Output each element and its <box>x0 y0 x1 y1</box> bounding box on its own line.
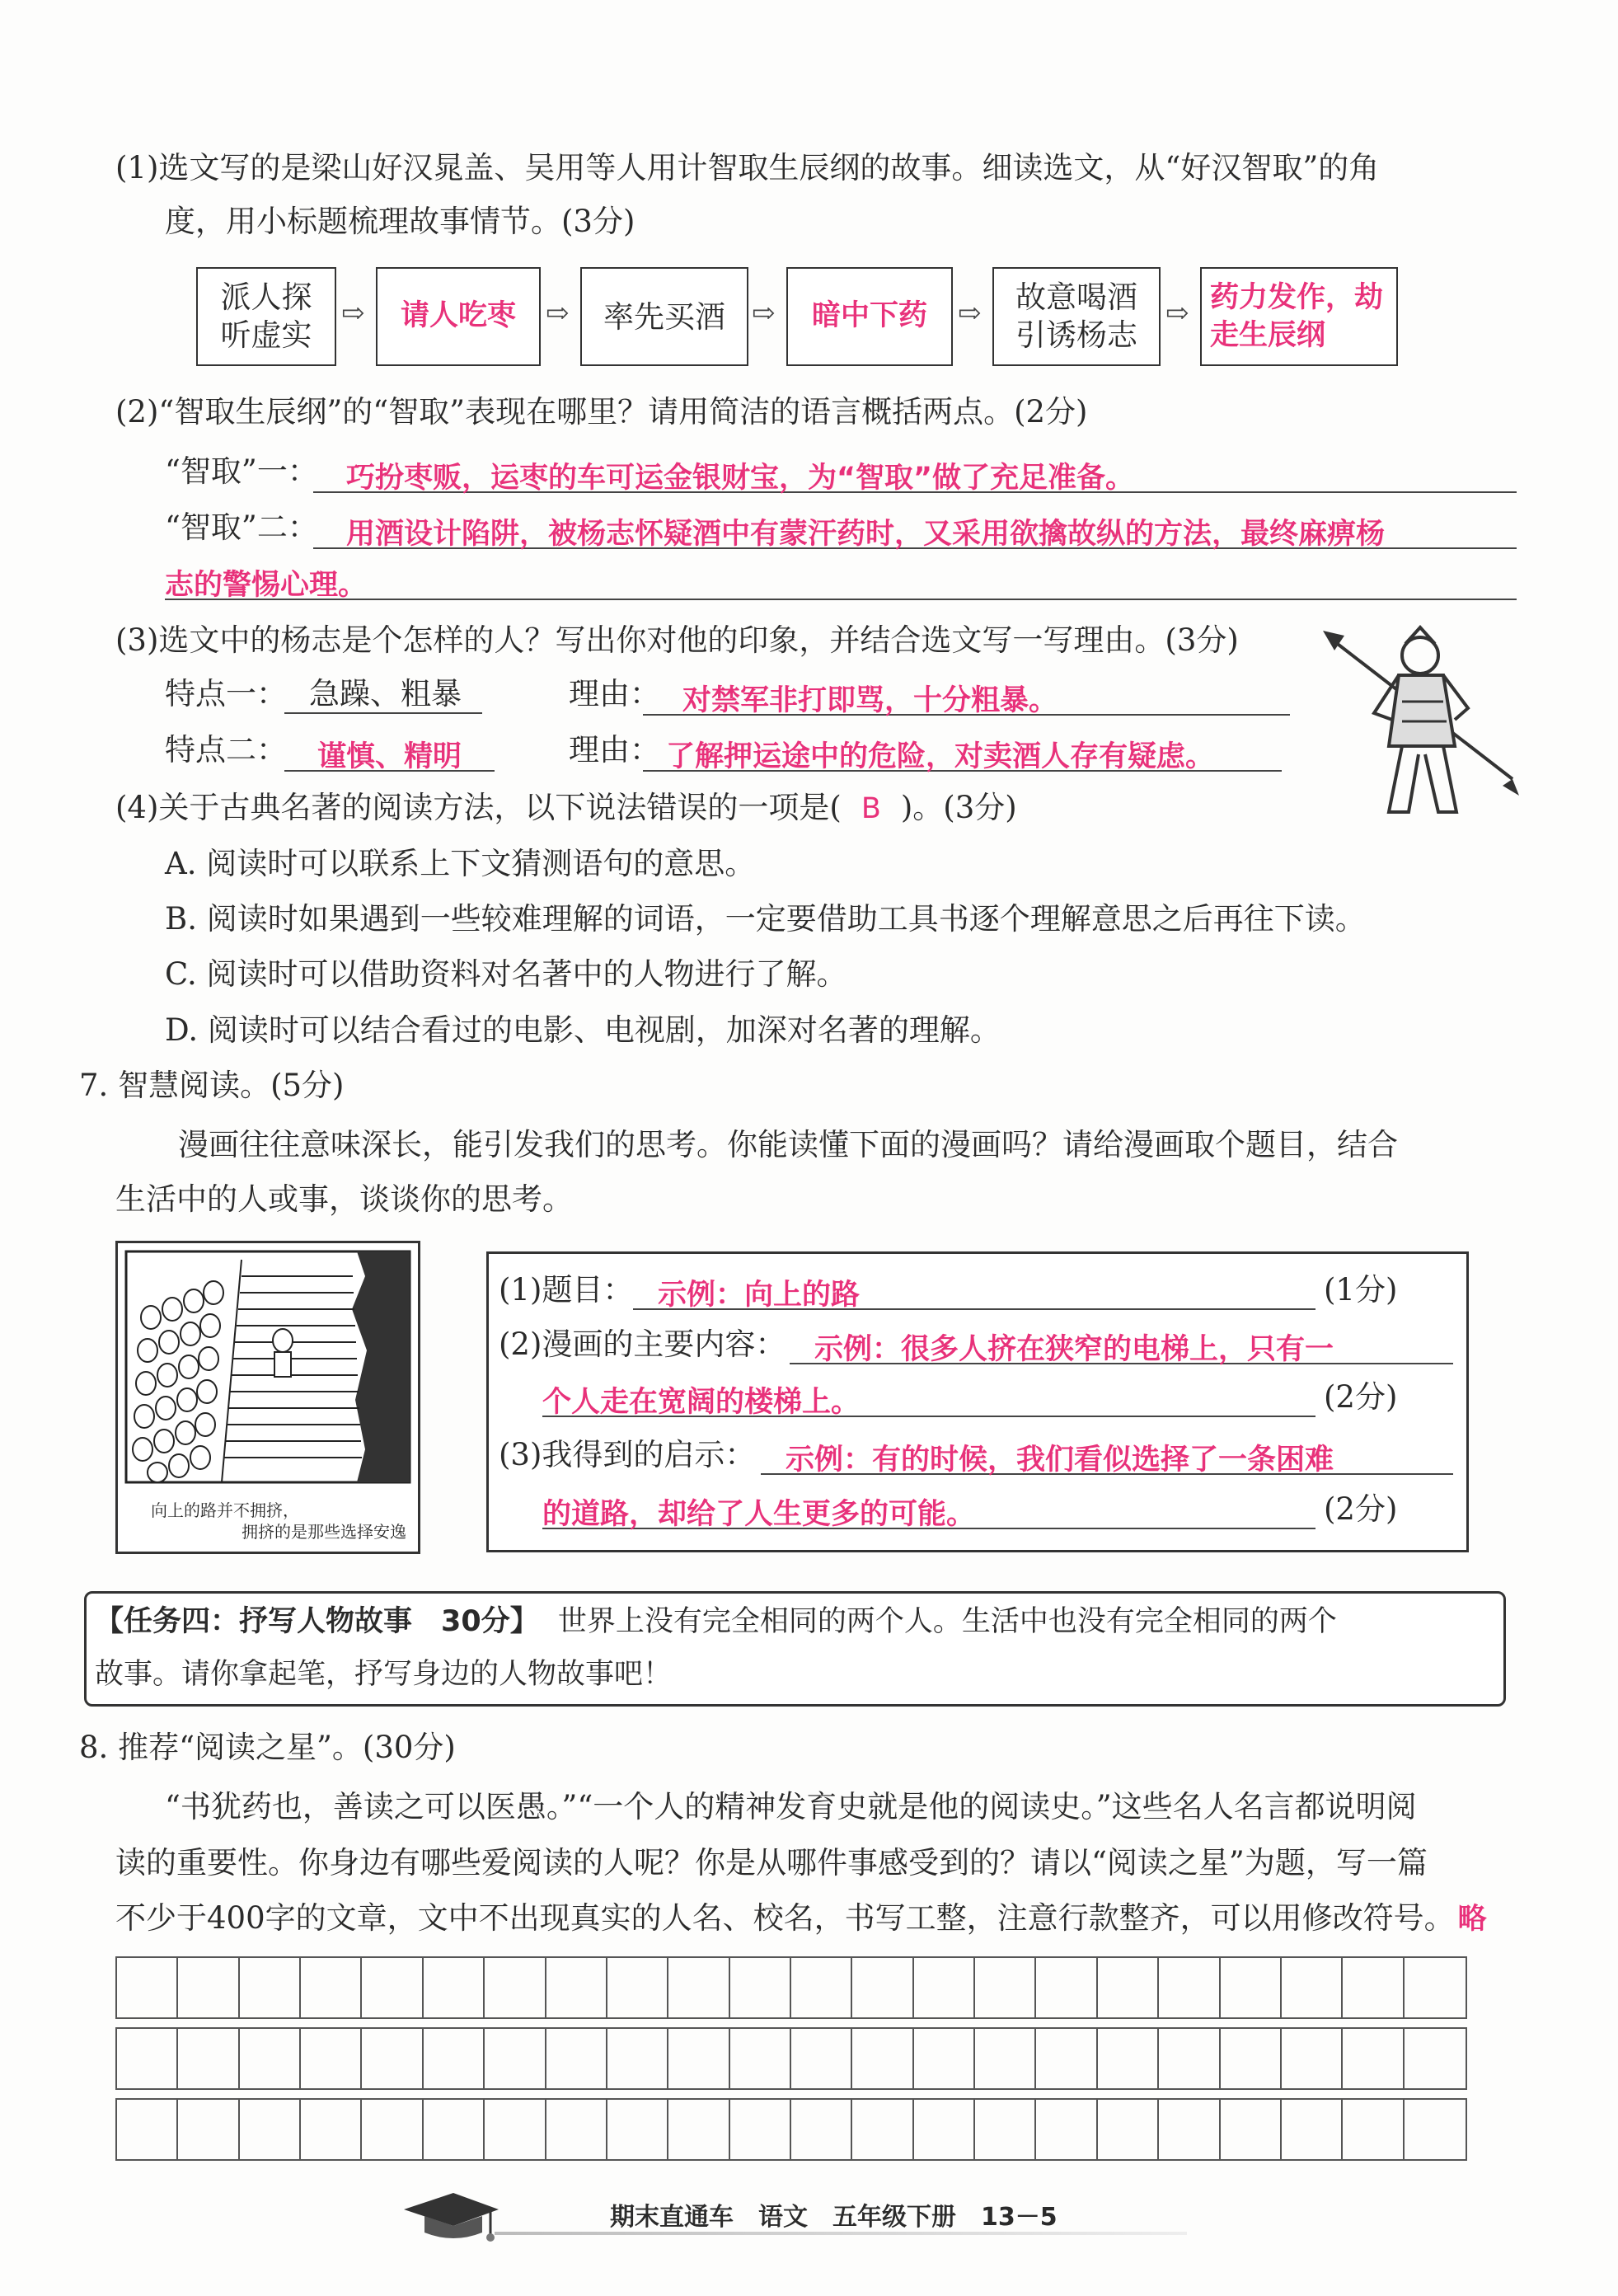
q7-s2-answer-b: 个人走在宽阔的楼梯上。 <box>542 1386 861 1419</box>
q8-para-line3 <box>115 1900 1487 1937</box>
q7-s1-label: (1)题目： <box>499 1272 634 1308</box>
q3-prompt: (3)选文中的杨志是个怎样的人？写出你对他的印象，并结合选文写一写理由。(3分) <box>115 622 1239 658</box>
q7-s1-answer: 示例：向上的路 <box>658 1279 861 1312</box>
flow-box-5 <box>992 267 1161 366</box>
q7-s1-line <box>633 1272 1316 1310</box>
q3-reason2: 了解押运途中的危险，对卖酒人存有疑虑。 <box>666 740 1215 773</box>
q3-trait2-line <box>284 734 495 772</box>
cartoon-caption-1: 向上的路并不拥挤， <box>151 1500 299 1520</box>
flow-box-6 <box>1200 267 1398 366</box>
task4-text1: 世界上没有完全相同的两个人。生活中也没有完全相同的两个 <box>557 1605 1337 1638</box>
flow-box-2-answer: 请人吃枣 <box>400 299 516 332</box>
q7-s2-label: (2)漫画的主要内容： <box>499 1326 786 1362</box>
q2-answer1: 巧扮枣贩，运枣的车可运金银财宝，为“智取”做了充足准备。 <box>346 462 1135 495</box>
task4-line1 <box>95 1603 1337 1640</box>
q7-title: 7. 智慧阅读。(5分) <box>79 1068 345 1103</box>
q2-answer2-line <box>313 511 1517 549</box>
q3-trait2: 谨慎、精明 <box>317 740 462 773</box>
cartoon-caption-2: 拥挤的是那些选择安逸 <box>242 1522 406 1542</box>
q8-para-line3-text: 不少于400字的文章，文中不出现真实的人名、校名，书写工整，注意行款整齐，可以用修改符号。 <box>115 1900 1455 1936</box>
q3-reason2-line <box>643 734 1282 772</box>
flow-box-6-answer-line1: 药力发作，劫 <box>1210 281 1384 314</box>
cartoon-image <box>118 1243 418 1491</box>
arrow-right-icon: ⇨ <box>1165 297 1189 330</box>
q8-para-line1: “书犹药也，善读之可以医愚。”“一个人的精神发育史就是他的阅读史。”这些名人名言都说明阅 <box>165 1789 1417 1824</box>
q4-prompt-a: (4)关于古典名著的阅读方法，以下说法错误的一项是( <box>115 790 842 825</box>
arrow-right-icon: ⇨ <box>546 297 570 330</box>
q7-answer-box <box>486 1251 1469 1552</box>
q4-prompt-b: )。(3分) <box>900 790 1017 825</box>
q1-prompt-line2: 度，用小标题梳理故事情节。(3分) <box>165 204 635 239</box>
q7-s3-line-b <box>542 1491 1316 1529</box>
flow-box-3-line1: 率先买酒 <box>603 299 725 335</box>
flow-box-1-line1: 派人探 <box>220 279 312 315</box>
q2-label1: “智取”一： <box>165 453 318 489</box>
q3-reason1-line <box>643 678 1290 716</box>
q4-answer: B <box>861 792 881 825</box>
flow-box-4-answer: 暗中下药 <box>811 299 927 332</box>
q3-trait1-label: 特点一： <box>165 676 287 711</box>
q4-option-a: A. 阅读时可以联系上下文猜测语句的意思。 <box>165 846 756 881</box>
footer-text: 期末直通车 语文 五年级下册 13－5 <box>610 2203 1058 2232</box>
q1-prompt-line1: (1)选文写的是梁山好汉晁盖、吴用等人用计智取生辰纲的故事。细读选文，从“好汉智取”的角 <box>115 150 1380 185</box>
q3-trait1: 急躁、粗暴 <box>284 676 482 714</box>
q7-s1-score: (1分) <box>1324 1272 1398 1308</box>
q3-reason2-label: 理由： <box>569 732 660 768</box>
q3-reason1: 对禁军非打即骂，十分粗暴。 <box>682 684 1058 717</box>
arrow-right-icon: ⇨ <box>958 297 982 330</box>
flow-box-5-line1: 故意喝酒 <box>1015 279 1137 315</box>
writing-grid-row-3[interactable] <box>115 2098 1467 2161</box>
q7-s3-label: (3)我得到的启示： <box>499 1437 756 1472</box>
writing-grid-row-2[interactable] <box>115 2027 1467 2090</box>
q2-prompt: (2)“智取生辰纲”的“智取”表现在哪里？请用简洁的语言概括两点。(2分) <box>115 394 1088 430</box>
q2-answer1-line <box>313 455 1517 493</box>
task4-text2: 故事。请你拿起笔，抒写身边的人物故事吧！ <box>95 1658 673 1691</box>
q7-s3-answer-a: 示例：有的时候，我们看似选择了一条困难 <box>786 1444 1334 1477</box>
arrow-right-icon: ⇨ <box>341 297 365 330</box>
flow-box-1-line2: 听虚实 <box>220 317 312 353</box>
q1-flowchart <box>196 264 1433 371</box>
q4-prompt <box>115 790 1017 827</box>
q7-s3-line-a <box>761 1437 1453 1475</box>
task4-box <box>84 1591 1506 1707</box>
flow-box-1 <box>196 267 336 366</box>
graduation-cap-icon <box>396 2185 503 2251</box>
yang-zhi-illustration <box>1323 622 1521 829</box>
cartoon-frame <box>115 1241 420 1554</box>
q3-reason1-label: 理由： <box>569 676 660 711</box>
q7-s3-score: (2分) <box>1324 1491 1398 1527</box>
q4-option-d: D. 阅读时可以结合看过的电影、电视剧，加深对名著的理解。 <box>165 1012 1001 1048</box>
writing-grid-row-1[interactable] <box>115 1956 1467 2019</box>
q3-trait2-label: 特点二： <box>165 732 287 768</box>
q2-label2: “智取”二： <box>165 509 318 545</box>
flow-box-6-answer-line2: 走生辰纲 <box>1210 319 1326 352</box>
q7-s3-answer-b: 的道路，却给了人生更多的可能。 <box>542 1498 976 1531</box>
flow-box-2 <box>376 267 541 366</box>
flow-box-5-line2: 引诱杨志 <box>1015 317 1137 353</box>
q4-option-b: B. 阅读时如果遇到一些较难理解的词语，一定要借助工具书逐个理解意思之后再往下读。 <box>165 901 1366 937</box>
q7-intro-line1: 漫画往往意味深长，能引发我们的思考。你能读懂下面的漫画吗？请给漫画取个题目，结合 <box>178 1127 1398 1162</box>
q2-answer2b-line <box>165 562 1517 600</box>
q7-intro-line2: 生活中的人或事，谈谈你的思考。 <box>115 1181 573 1217</box>
q7-s2-score: (2分) <box>1324 1379 1398 1415</box>
arrow-right-icon: ⇨ <box>752 297 776 330</box>
flow-box-4 <box>786 267 953 366</box>
q8-para-line2: 读的重要性。你身边有哪些爱阅读的人呢？你是从哪件事感受到的？请以“阅读之星”为题，写一篇 <box>115 1845 1428 1880</box>
q4-option-c: C. 阅读时可以借助资料对名著中的人物进行了解。 <box>165 956 847 992</box>
q7-s2-line-a <box>790 1326 1453 1364</box>
q7-s2-line-b <box>542 1379 1316 1417</box>
q8-title: 8. 推荐“阅读之星”。(30分) <box>79 1730 456 1765</box>
flow-box-3 <box>580 267 748 366</box>
q2-answer2b: 志的警惕心理。 <box>165 569 368 602</box>
task4-title: 【任务四：抒写人物故事 30分】 <box>95 1605 539 1638</box>
q7-s2-answer-a: 示例：很多人挤在狭窄的电梯上，只有一 <box>814 1333 1334 1366</box>
q8-answer: 略 <box>1457 1903 1487 1936</box>
q2-answer2a: 用酒设计陷阱，被杨志怀疑酒中有蒙汗药时，又采用欲擒故纵的方法，最终麻痹杨 <box>346 518 1386 551</box>
